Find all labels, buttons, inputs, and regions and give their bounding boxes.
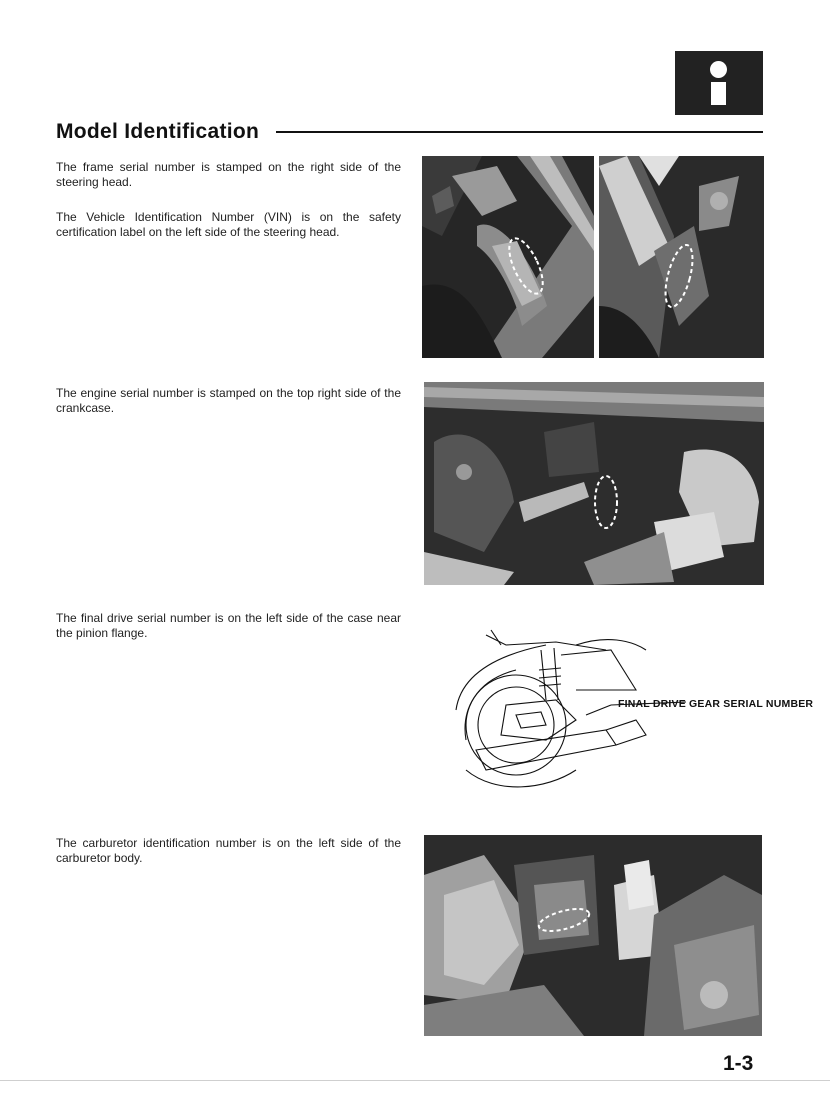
engine-serial-text: The engine serial number is stamped on the top right side of the crankcase. (56, 386, 401, 415)
page-title: Model Identification (56, 120, 260, 143)
carburetor-photo (424, 835, 762, 1036)
vin-label-photo (599, 156, 764, 358)
final-drive-serial-text: The final drive serial number is on the left side of the case near the pinion flange. (56, 611, 401, 640)
section-tab (675, 51, 763, 115)
title-rule (276, 131, 763, 133)
page-number: 1-3 (723, 1052, 754, 1075)
engine-serial-photo (424, 382, 764, 585)
final-drive-callout: FINAL DRIVE GEAR SERIAL NUMBER (618, 698, 814, 710)
carburetor-id-text: The carburetor identification number is on the left side of the carburetor body. (56, 836, 401, 865)
page-bottom-edge (0, 1080, 830, 1081)
frame-serial-text: The frame serial number is stamped on the right side of the steering head. (56, 160, 401, 189)
vin-text: The Vehicle Identification Number (VIN) is on the safety certification label on the left side of the steering head. (56, 210, 401, 239)
frame-serial-photo (422, 156, 594, 358)
